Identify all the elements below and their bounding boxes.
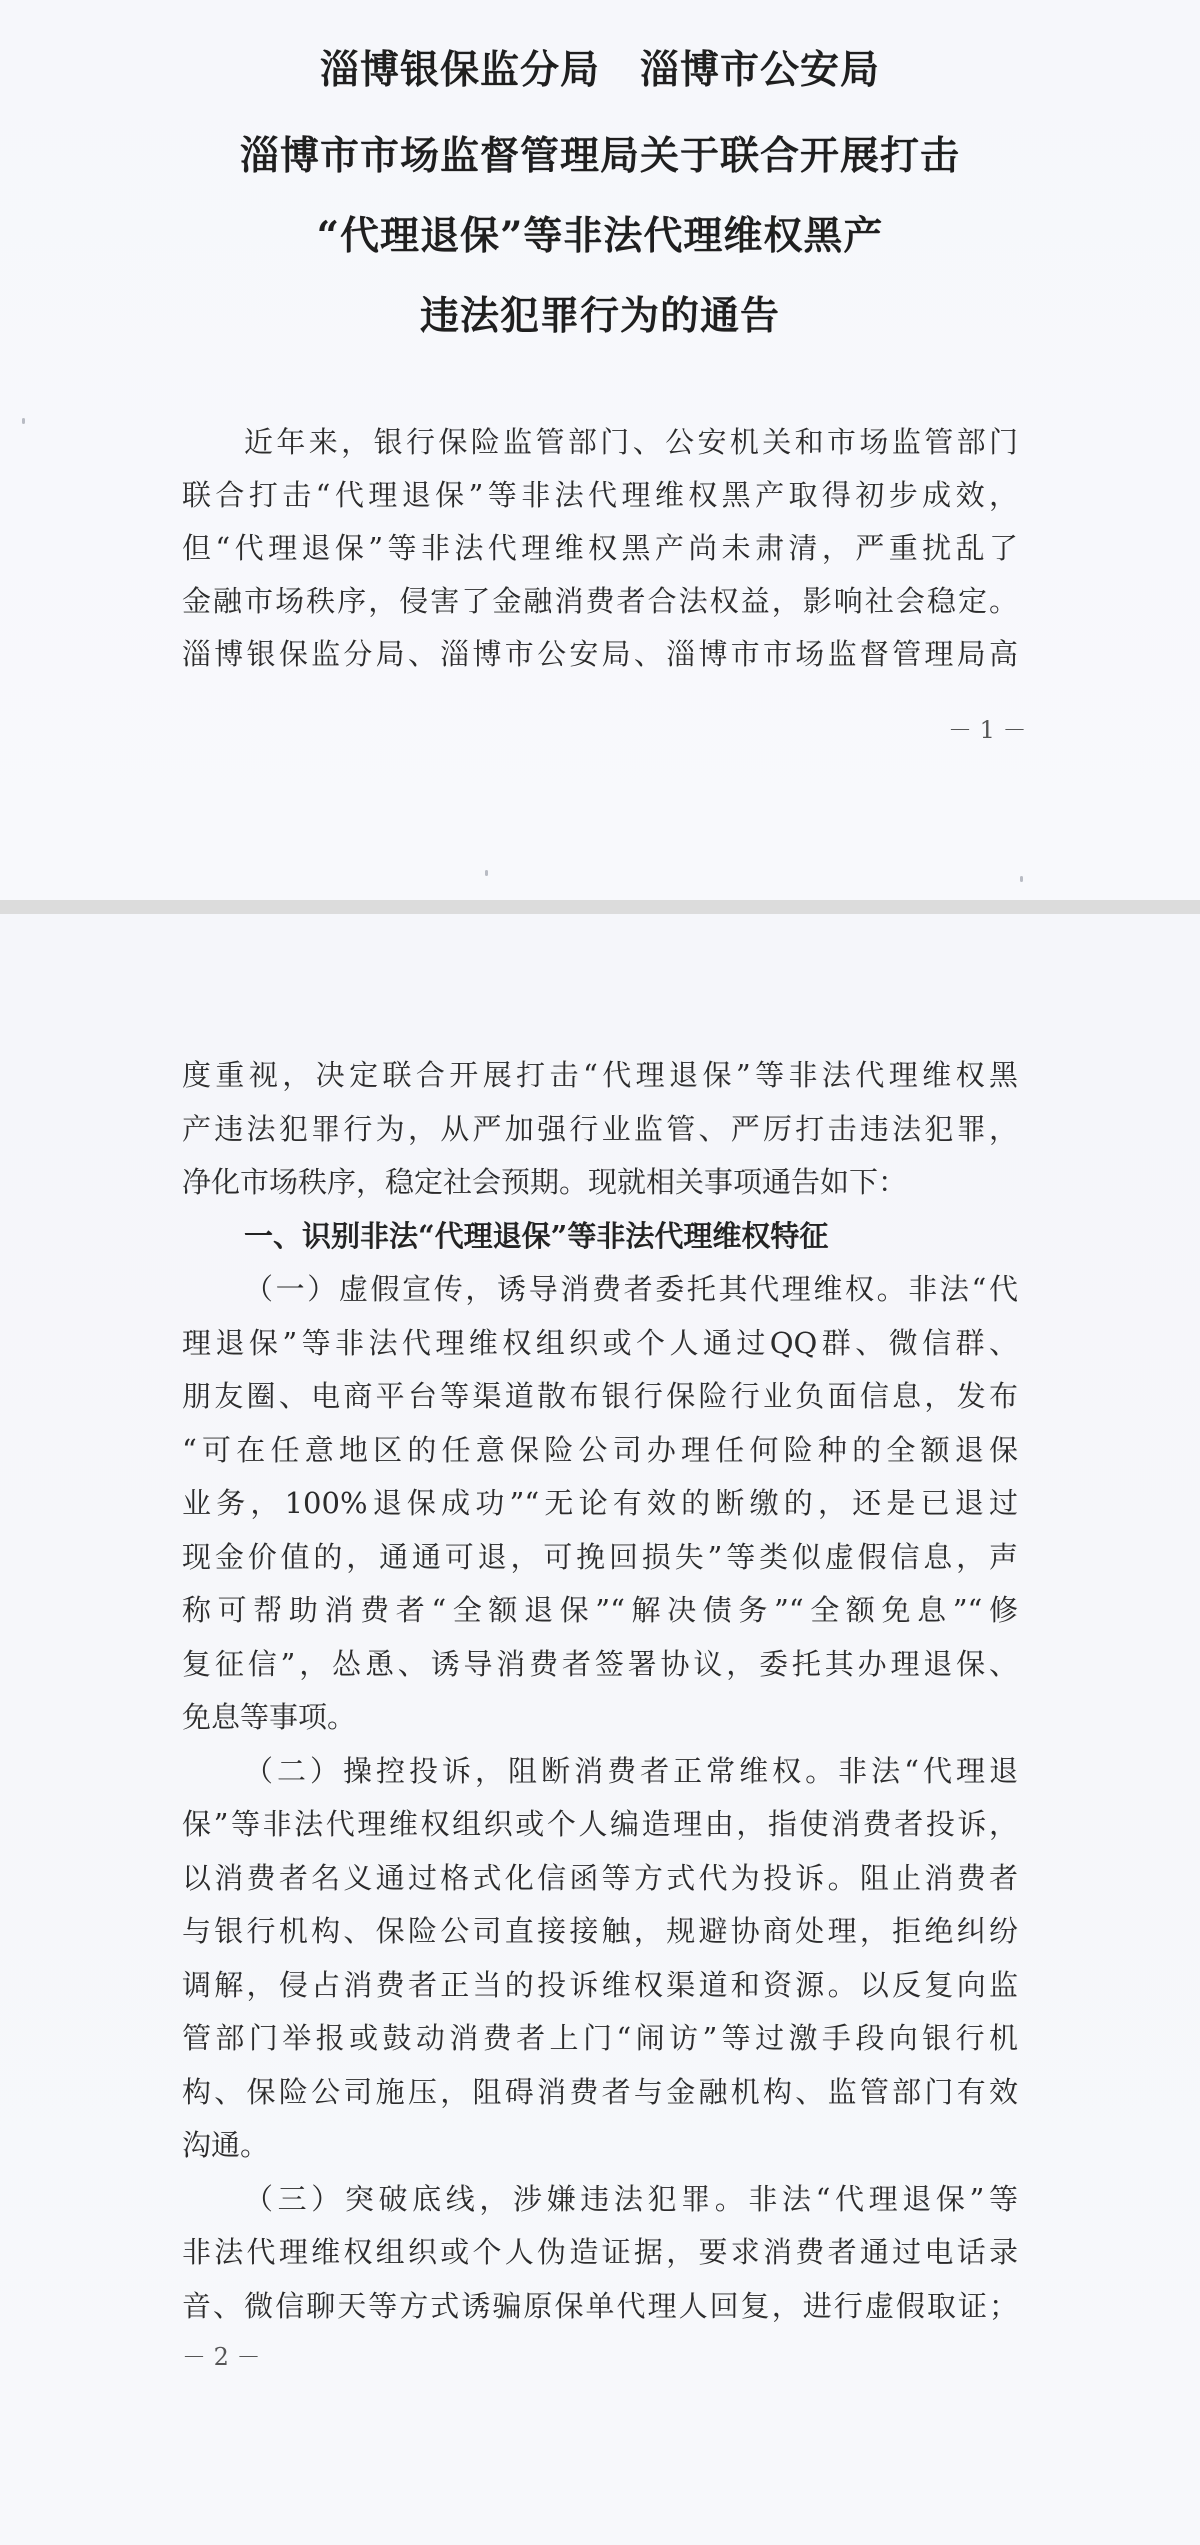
scan-speck bbox=[1020, 876, 1023, 882]
paragraph-first-line: （三）突破底线，涉嫌违法犯罪。非法“代理退保”等 bbox=[244, 2181, 1018, 2216]
page2-body-line: 现金价值的，通通可退，可挽回损失”等类似虚假信息，声 bbox=[182, 1539, 1018, 1574]
document-page-2 bbox=[0, 914, 1200, 2545]
page2-body-line: 保”等非法代理维权组织或个人编造理由，指使消费者投诉， bbox=[182, 1807, 1018, 1841]
notice-title-line-4: 违法犯罪行为的通告 bbox=[419, 293, 780, 339]
page2-body-line: 度重视，决定联合开展打击“代理退保”等非法代理维权黑 bbox=[182, 1058, 1018, 1092]
paragraph-first-line: （二）操控投诉，阻断消费者正常维权。非法“代理退 bbox=[244, 1753, 1018, 1788]
page2-body-line: 非法代理维权组织或个人伪造证据，要求消费者通过电话录 bbox=[182, 2235, 1018, 2269]
page1-body-line: 淄博银保监分局、淄博市公安局、淄博市市场监督管理局高 bbox=[182, 637, 1018, 671]
scan-speck bbox=[485, 870, 488, 876]
page1-body-line: 联合打击“代理退保”等非法代理维权黑产取得初步成效， bbox=[182, 478, 1018, 512]
notice-title-line-3: “代理退保”等非法代理维权黑产 bbox=[316, 213, 884, 259]
page2-body-line: 净化市场秩序，稳定社会预期。现就相关事项通告如下： bbox=[182, 1165, 908, 1199]
page1-body-line: 近年来，银行保险监管部门、公安机关和市场监管部门 bbox=[244, 425, 1018, 459]
notice-title-line-1: 淄博银保监分局 淄博市公安局 bbox=[319, 47, 880, 93]
page2-body-line: 理退保”等非法代理维权组织或个人通过QQ群、微信群、 bbox=[182, 1325, 1018, 1360]
page2-body-line: 与银行机构、保险公司直接接触，规避协商处理，拒绝纠纷 bbox=[182, 1914, 1018, 1948]
page2-body-line: 称可帮助消费者“全额退保”“解决债务”“全额免息”“修 bbox=[182, 1593, 1018, 1627]
page2-body-line: 构、保险公司施压，阻碍消费者与金融机构、监管部门有效 bbox=[182, 2074, 1018, 2109]
notice-title-line-2: 淄博市市场监督管理局关于联合开展打击 bbox=[239, 133, 960, 179]
page-number: － 1 － bbox=[948, 716, 1027, 744]
page1-body-line: 但“代理退保”等非法代理维权黑产尚未肃清，严重扰乱了 bbox=[182, 531, 1018, 565]
page2-body-line: 业务，100%退保成功”“无论有效的断缴的，还是已退过 bbox=[182, 1486, 1018, 1520]
page2-body-line: 音、微信聊天等方式诱骗原保单代理人回复，进行虚假取证； bbox=[182, 2288, 1018, 2323]
page2-body-line: 调解，侵占消费者正当的投诉维权渠道和资源。以反复向监 bbox=[182, 1967, 1018, 2002]
page2-body-line: 沟通。 bbox=[182, 2128, 270, 2162]
page1-body-line: 金融市场秩序，侵害了金融消费者合法权益，影响社会稳定。 bbox=[182, 584, 1018, 618]
scan-speck bbox=[22, 418, 25, 424]
paragraph-first-line: （一）虚假宣传，诱导消费者委托其代理维权。非法“代 bbox=[244, 1272, 1018, 1306]
section-heading: 一、识别非法“代理退保”等非法代理维权特征 bbox=[244, 1218, 829, 1253]
page2-body-line: 复征信”，怂恿、诱导消费者签署协议，委托其办理退保、 bbox=[182, 1646, 1018, 1681]
page2-body-line: 产违法犯罪行为，从严加强行业监管、严厉打击违法犯罪， bbox=[182, 1111, 1018, 1146]
page2-body-line: “可在任意地区的任意保险公司办理任何险种的全额退保 bbox=[182, 1432, 1018, 1467]
page2-body-line: 免息等事项。 bbox=[182, 1700, 357, 1734]
page-number: － 2 － bbox=[182, 2343, 261, 2371]
page2-body-line: 朋友圈、电商平台等渠道散布银行保险行业负面信息，发布 bbox=[182, 1379, 1018, 1413]
document-page-1 bbox=[0, 0, 1200, 900]
page2-body-line: 管部门举报或鼓动消费者上门“闹访”等过激手段向银行机 bbox=[182, 2021, 1018, 2055]
page2-body-line: 以消费者名义通过格式化信函等方式代为投诉。阻止消费者 bbox=[182, 1860, 1018, 1895]
